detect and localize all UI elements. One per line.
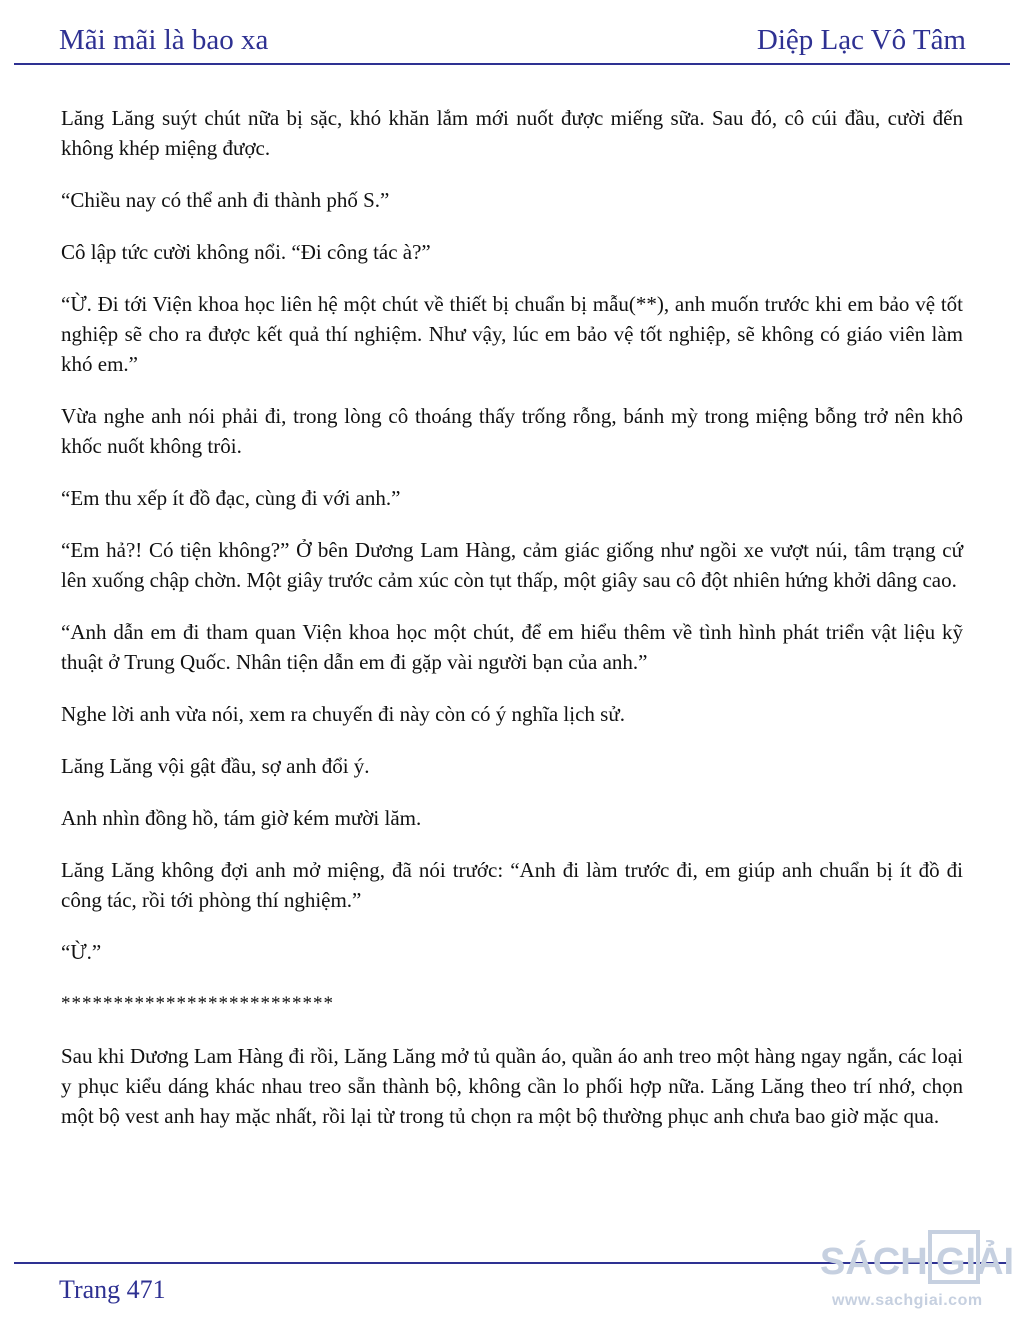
page-number: Trang 471 (59, 1275, 166, 1304)
watermark-sachgiai (818, 1226, 1024, 1325)
watermark-logo-left: SÁCH (820, 1241, 928, 1283)
paragraph: “Em hả?! Có tiện không?” Ở bên Dương Lam Hàng, cảm giác giống như ngồi xe vượt núi, tâm trạng cứ lên xuống chập chờn. Một giây trước cảm xúc còn tụt thấp, một giây sau cô đột nhiên hứng khởi dâng cao. (61, 538, 963, 592)
paragraph: Lăng Lăng vội gật đầu, sợ anh đổi ý. (61, 754, 370, 778)
paragraph: Lăng Lăng suýt chút nữa bị sặc, khó khăn lắm mới nuốt được miếng sữa. Sau đó, cô cúi đầu, cười đến không khép miệng được. (61, 106, 963, 160)
page-header (0, 0, 1024, 66)
paragraph: “Chiều nay có thể anh đi thành phố S.” (61, 188, 390, 212)
watermark-logo-icon (818, 1230, 1024, 1286)
paragraph: “Em thu xếp ít đồ đạc, cùng đi với anh.” (61, 486, 401, 510)
watermark-logo-right: GIẢI (936, 1241, 1015, 1283)
paragraph: Anh nhìn đồng hồ, tám giờ kém mười lăm. (61, 806, 422, 830)
paragraph: Cô lập tức cười không nổi. “Đi công tác à?” (61, 240, 431, 264)
book-title: Mãi mãi là bao xa (59, 24, 269, 56)
paragraph: “Ừ. Đi tới Viện khoa học liên hệ một chút về thiết bị chuẩn bị mẫu(**), anh muốn trước khi em bảo vệ tốt nghiệp sẽ cho ra được kết quả thí nghiệm. Như vậy, lúc em bảo vệ tốt nghiệp, sẽ không có giáo viên làm khó em.” (61, 292, 963, 376)
scene-break: ************************** (61, 993, 334, 1014)
paragraph: Nghe lời anh vừa nói, xem ra chuyến đi này còn có ý nghĩa lịch sử. (61, 702, 625, 726)
page-body (61, 103, 963, 1153)
watermark-url: www.sachgiai.com (832, 1292, 983, 1309)
book-author: Diệp Lạc Vô Tâm (756, 24, 966, 56)
header-divider (14, 63, 1010, 65)
paragraph: Lăng Lăng không đợi anh mở miệng, đã nói trước: “Anh đi làm trước đi, em giúp anh chuẩn bị ít đồ đi công tác, rồi tới phòng thí nghiệm.” (61, 858, 963, 912)
paragraph: Vừa nghe anh nói phải đi, trong lòng cô thoáng thấy trống rỗng, bánh mỳ trong miệng bỗng trở nên khô khốc nuốt không trôi. (61, 404, 963, 458)
paragraph: “Anh dẫn em đi tham quan Viện khoa học một chút, để em hiểu thêm về tình hình phát triển vật liệu kỹ thuật ở Trung Quốc. Nhân tiện dẫn em đi gặp vài người bạn của anh.” (61, 620, 963, 674)
paragraph: “Ừ.” (61, 940, 102, 964)
paragraph: Sau khi Dương Lam Hàng đi rồi, Lăng Lăng mở tủ quần áo, quần áo anh treo một hàng ngay ngắn, các loại y phục kiểu dáng khác nhau treo sẵn thành bộ, không cần lo phối hợp nữa. Lăng Lăng theo trí nhớ, chọn một bộ vest anh hay mặc nhất, rồi lại từ trong tủ chọn ra một bộ thường phục anh chưa bao giờ mặc qua. (61, 1044, 963, 1128)
